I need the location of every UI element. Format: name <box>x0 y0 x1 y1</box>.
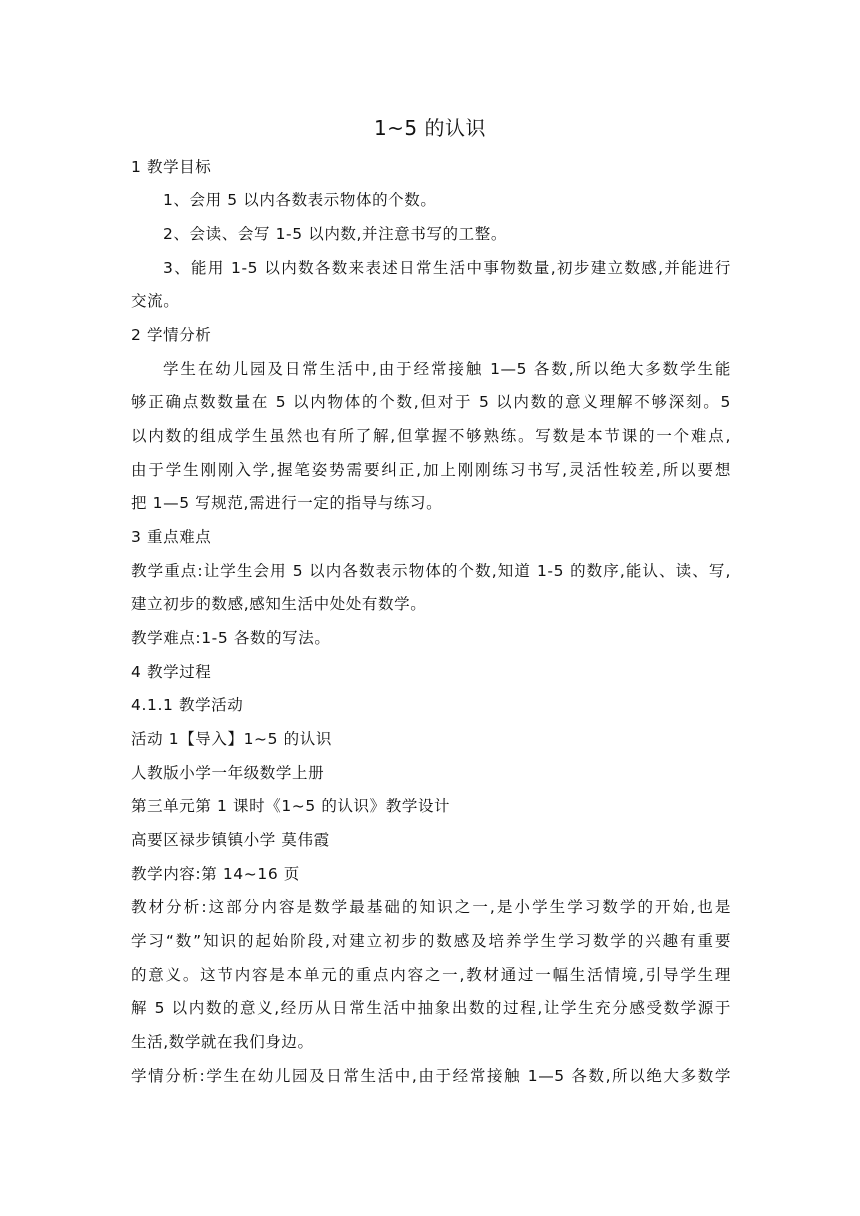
paragraph-line: 把 1—5 写规范,需进行一定的指导与练习。 <box>131 494 443 512</box>
paragraph-line: 学生在幼儿园及日常生活中,由于经常接触 1—5 各数,所以绝大多数学生能 <box>163 360 731 378</box>
paragraph-line: 以内数的组成学生虽然也有所了解,但掌握不够熟练。写数是本节课的一个难点, <box>131 427 731 445</box>
paragraph-line: 的意义。这节内容是本单元的重点内容之一,教材通过一幅生活情境,引导学生理 <box>131 966 731 984</box>
paragraph-line: 第三单元第 1 课时《1~5 的认识》教学设计 <box>131 797 451 815</box>
paragraph-line: 解 5 以内数的意义,经历从日常生活中抽象出数的过程,让学生充分感受数学源于 <box>131 999 731 1017</box>
objective-item-2: 2、会读、会写 1-5 以内数,并注意书写的工整。 <box>163 225 507 243</box>
activity-heading: 活动 1【导入】1~5 的认识 <box>131 730 332 748</box>
paragraph-line: 教学内容:第 14~16 页 <box>131 865 300 883</box>
objective-item-1: 1、会用 5 以内各数表示物体的个数。 <box>163 191 437 209</box>
paragraph-line: 建立初步的数感,感知生活中处处有数学。 <box>131 595 427 613</box>
paragraph-line: 教学难点:1-5 各数的写法。 <box>131 629 331 647</box>
paragraph-line: 教学重点:让学生会用 5 以内各数表示物体的个数,知道 1-5 的数序,能认、读、写, <box>131 562 731 580</box>
objective-item-3: 3、能用 1-5 以内数各数来表述日常生活中事物数量,初步建立数感,并能进行 <box>163 259 731 277</box>
section-heading-analysis: 2 学情分析 <box>131 326 212 344</box>
objective-item-3-cont: 交流。 <box>131 292 180 310</box>
section-heading-process: 4 教学过程 <box>131 663 212 681</box>
paragraph-line: 学习“数”知识的起始阶段,对建立初步的数感及培养学生学习数学的兴趣有重要 <box>131 932 731 950</box>
document-title: 1~5 的认识 <box>373 116 487 140</box>
subsection-heading: 4.1.1 教学活动 <box>131 696 244 714</box>
paragraph-line: 人教版小学一年级数学上册 <box>131 764 325 782</box>
paragraph-line: 够正确点数数量在 5 以内物体的个数,但对于 5 以内数的意义理解不够深刻。5 <box>131 393 731 411</box>
paragraph-line: 由于学生刚刚入学,握笔姿势需要纠正,加上刚刚练习书写,灵活性较差,所以要想 <box>131 461 731 479</box>
paragraph-line: 学情分析:学生在幼儿园及日常生活中,由于经常接触 1—5 各数,所以绝大多数学 <box>131 1067 731 1085</box>
section-heading-objectives: 1 教学目标 <box>131 158 212 176</box>
section-heading-keypoints: 3 重点难点 <box>131 528 212 546</box>
paragraph-line: 生活,数学就在我们身边。 <box>131 1033 314 1051</box>
author-line: 高要区禄步镇镇小学 莫伟霞 <box>131 831 330 849</box>
paragraph-line: 教材分析:这部分内容是数学最基础的知识之一,是小学生学习数学的开始,也是 <box>131 898 731 916</box>
